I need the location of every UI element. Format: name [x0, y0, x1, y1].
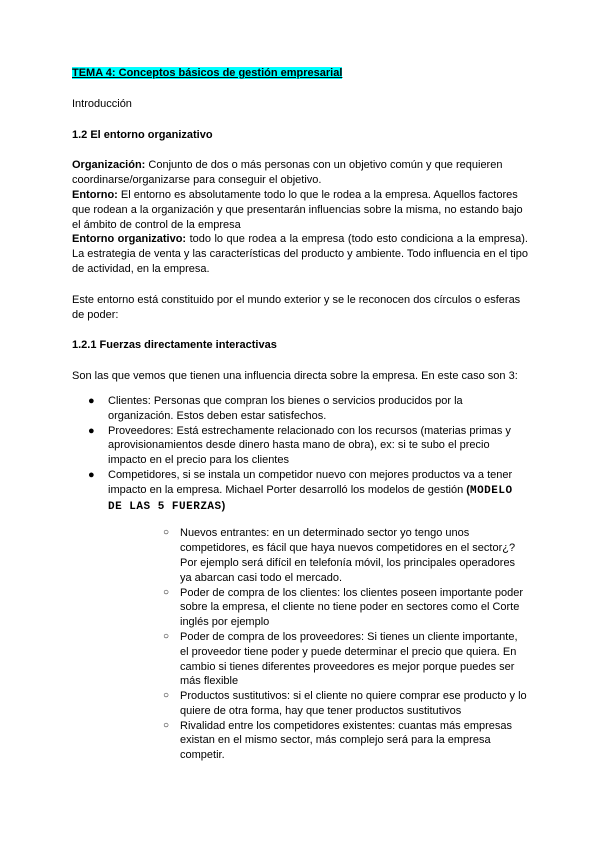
list-item-text: Competidores, si se instala un competidor nuevo con mejores productos va a tener impacto en la empresa. Michael Porter desarrolló los modelos de gestión — [108, 468, 513, 496]
list-item — [72, 468, 528, 763]
paragraph-fuerzas: Son las que vemos que tienen una influencia directa sobre la empresa. En este caso son 3: — [72, 370, 518, 383]
section-heading-1-2-1: 1.2.1 Fuerzas directamente interactivas — [72, 339, 277, 352]
list-item-text: Proveedores: Está estrechamente relacionado con los recursos (materias primas y aprovisionamientos desde dinero hasta mano de obra), ex: si te subo el precio impacto en el precio para los clientes — [108, 424, 511, 467]
sub-list-item — [108, 526, 528, 585]
definition-term: Entorno: — [72, 188, 118, 201]
circle-bullet-icon: ○ — [163, 527, 170, 539]
list-item — [72, 394, 528, 424]
paragraph-entorno: Este entorno está constituido por el mundo exterior y se le reconocen dos círculos o esferas de poder: — [72, 293, 521, 321]
sub-list-item-text: Productos sustitutivos: si el cliente no quiere comprar ese producto y lo quiere de otra forma, hay que tener productos sustitutivos — [180, 690, 527, 717]
sub-list-item-text: Poder de compra de los clientes: los clientes poseen importante poder sobre la empresa, el cliente no tiene poder en sectores como el Corte inglés por ejemplo — [180, 586, 524, 629]
document-page — [72, 66, 528, 763]
title-line — [72, 66, 528, 81]
definitions-block — [72, 158, 528, 276]
definition-term: Entorno organizativo: — [72, 233, 187, 246]
document-title: TEMA 4: Conceptos básicos de gestión empresarial — [72, 67, 343, 79]
definition-organizacion — [72, 158, 528, 188]
definition-term: Organización: — [72, 159, 146, 172]
paren-open: ( — [466, 483, 470, 496]
definition-text: todo lo que rodea a la empresa (todo esto condiciona a la empresa). La estrategia de venta y las características del producto y ambiente. Todo influencia en el tipo de actividad, en la empresa. — [72, 233, 528, 275]
circle-bullet-icon: ○ — [163, 586, 170, 598]
five-forces-list — [108, 526, 528, 763]
circle-bullet-icon: ○ — [163, 630, 170, 642]
list-item — [72, 424, 528, 468]
circle-bullet-icon: ○ — [163, 690, 170, 702]
sub-list-item — [108, 689, 528, 719]
sub-list-item-text: Rivalidad entre los competidores existentes: cuantas más empresas existan en el mismo sector, más complejo será para la empresa competir. — [180, 719, 512, 762]
section-heading-1-2: 1.2 El entorno organizativo — [72, 128, 213, 141]
sub-list-item — [108, 719, 528, 763]
circle-bullet-icon: ○ — [163, 719, 170, 731]
bullet-icon: ● — [88, 424, 95, 437]
definition-text: El entorno es absolutamente todo lo que le rodea a la empresa. Aquellos factores que rodean a la organización y que presentarán influencias sobre la misma, no estando bajo el ámbito de control de la empresa — [72, 188, 523, 231]
bullet-icon: ● — [88, 468, 95, 481]
intro-heading: Introducción — [72, 97, 132, 110]
forces-list — [72, 394, 528, 763]
sub-list-item-text: Nuevos entrantes: en un determinado sector yo tengo unos competidores, es fácil que haya nuevos competidores en el sector¿? Por ejemplo será difícil en telefonía móvil, los principales operadores ya abarcan casi todo el mercado. — [180, 527, 516, 584]
sub-list-item-text: Poder de compra de los proveedores: Si tienes un cliente importante, el proveedor tiene poder y puede determinar el precio que quiera. En cambio si tienes diferentes proveedores es mejor porque puedes ser más flexible — [180, 630, 518, 688]
definition-entorno — [72, 188, 528, 232]
definition-text: Conjunto de dos o más personas con un objetivo común y que requieren coordinarse/organizarse para conseguir el objetivo. — [72, 159, 503, 187]
sub-list-item — [108, 630, 528, 689]
definition-entorno-organizativo — [72, 232, 528, 276]
list-item-text: Clientes: Personas que compran los bienes o servicios producidos por la organización. Estos deben estar satisfechos. — [108, 394, 463, 422]
sub-list-item — [108, 586, 528, 630]
paren-close: ) — [221, 499, 226, 512]
five-forces-emphasis: MODELO DE LAS 5 FUERZAS — [108, 484, 513, 513]
bullet-icon: ● — [88, 394, 95, 407]
